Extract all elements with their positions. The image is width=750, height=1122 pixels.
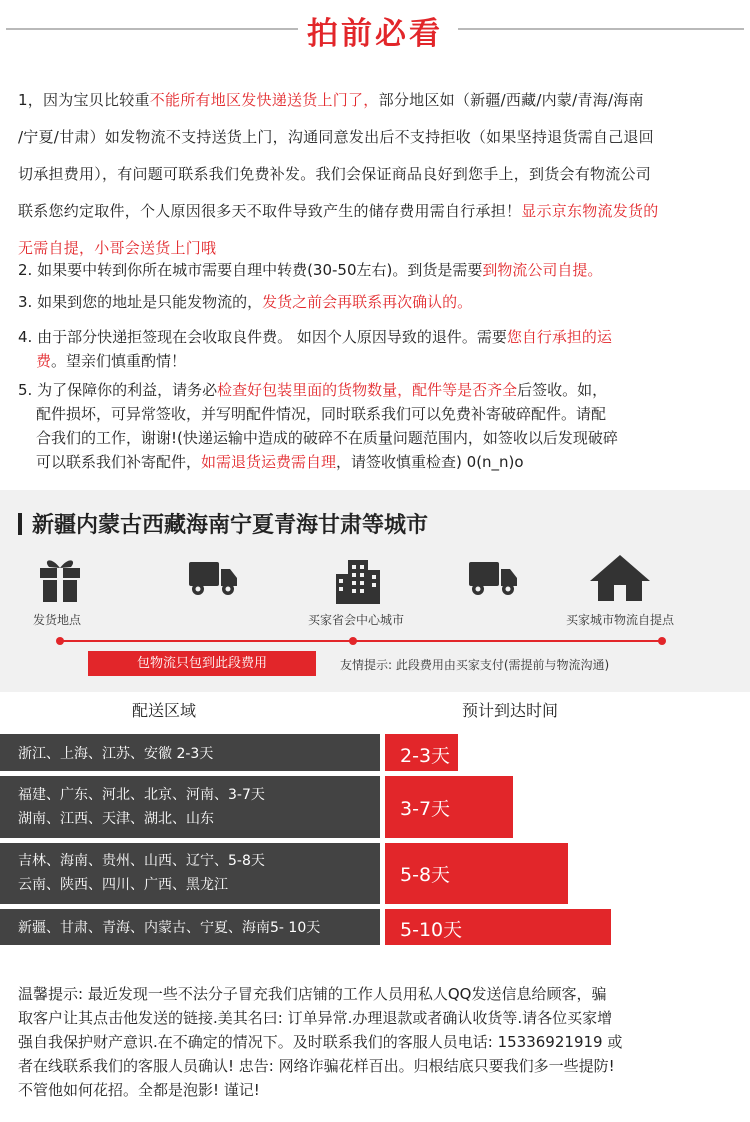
notice-5 — [18, 378, 738, 474]
time-bar — [385, 734, 458, 771]
warning-line: 温馨提示: 最近发现一些不法分子冒充我们店铺的工作人员用私人QQ发送信息给顾客，骗 — [18, 985, 607, 1003]
warning-line: 者在线联系我们的客服人员确认! 忠告: 网络诈骗花样百出。归根结底只要我们多一些提防! — [18, 1057, 615, 1075]
notice-4-text: 4. 由于部分快递拒签现在会收取良件费。 如因个人原因导致的退件。需要 — [18, 328, 507, 346]
region-text: 新疆、甘肃、青海、内蒙古、宁夏、海南5- 10天 — [18, 920, 321, 936]
route-dot — [56, 637, 64, 645]
time-label: 2-3天 — [400, 745, 451, 767]
notice-1-highlight: 无需自提，小哥会送货上门哦 — [18, 239, 217, 257]
region-text: 云南、陕西、四川、广西、黑龙江 — [18, 877, 228, 893]
notice-5-text: 5. 为了保障你的利益，请务必 — [18, 381, 218, 399]
notice-3-text: 3. 如果到您的地址是只能发物流的， — [18, 293, 263, 311]
warning-line: 强自我保护财产意识.在不确定的情况下。及时联系我们的客服人员电话: 15336921919 或 — [18, 1033, 623, 1051]
notice-1-text: 1，因为宝贝比较重 — [18, 91, 150, 109]
region-cell — [0, 843, 380, 904]
notice-5-highlight: 检查好包装里面的货物数量，配件等是否齐全 — [217, 381, 518, 399]
time-bar — [385, 909, 611, 945]
notice-5-text: 可以联系我们补寄配件， — [36, 453, 202, 471]
notice-5-text: 配件损坏，可异常签收，并写明配件情况，同时联系我们可以免费补寄破碎配件。请配 — [36, 405, 607, 423]
notice-4-highlight: 您自行承担的运 — [506, 328, 612, 346]
route-dot — [658, 637, 666, 645]
table-row — [0, 776, 750, 838]
time-label: 3-7天 — [400, 798, 451, 820]
time-label: 5-10天 — [400, 919, 463, 941]
region-text: 吉林、海南、贵州、山西、辽宁、5-8天 — [18, 853, 265, 869]
house-icon — [588, 553, 652, 603]
gift-icon — [37, 556, 83, 604]
time-bar — [385, 776, 513, 838]
warning-line: 不管他如何花招。全都是泡影! 谨记! — [18, 1081, 260, 1099]
region-title — [18, 508, 428, 539]
table-row — [0, 734, 750, 771]
column-header-region: 配送区域 — [132, 701, 197, 720]
notice-5-text: 合我们的工作，谢谢!(快递运输中造成的破碎不在质量问题范围内，如签收以后发现破碎 — [36, 429, 618, 447]
step-label: 买家城市物流自提点 — [566, 613, 675, 627]
notice-1 — [18, 82, 738, 267]
page-title: 拍前必看 — [307, 16, 443, 52]
building-icon — [334, 556, 382, 604]
notice-4-highlight: 费 — [36, 352, 52, 370]
notice-2-highlight: 到物流公司自提。 — [482, 261, 603, 279]
notice-4-text: 。望亲们慎重酌情！ — [51, 352, 187, 370]
notice-1-highlight: 不能所有地区发快递送货上门了， — [149, 91, 379, 109]
notice-3-highlight: 发货之前会再联系再次确认的。 — [262, 293, 473, 311]
notice-5-highlight: 如需退货运费需自理 — [201, 453, 337, 471]
table-row — [0, 843, 750, 904]
title-bar-marker — [18, 513, 22, 535]
notice-1-text: 部分地区如（新疆/西藏/内蒙/青海/海南 — [378, 91, 644, 109]
region-text: 福建、广东、河北、北京、河南、3-7天 — [18, 787, 265, 803]
step-label: 发货地点 — [33, 613, 82, 627]
step-label: 买家省会中心城市 — [308, 613, 405, 627]
region-cell — [0, 909, 380, 945]
page-header — [0, 0, 750, 58]
region-title-text: 新疆内蒙古西藏海南宁夏青海甘肃等城市 — [32, 513, 429, 538]
truck-icon — [469, 560, 517, 596]
notice-2 — [18, 258, 738, 282]
notice-4 — [18, 325, 738, 373]
scam-warning — [18, 982, 730, 1102]
notice-1-text: 切承担费用），有问题可联系我们免费补发。我们会保证商品良好到您手上，到货会有物流公司 — [18, 165, 652, 183]
route-dot — [349, 637, 357, 645]
column-header-time: 预计到达时间 — [462, 701, 559, 720]
table-row — [0, 909, 750, 945]
fee-tip: 友情提示: 此段费用由买家支付(需提前与物流沟通) — [340, 658, 610, 672]
notice-1-highlight: 显示京东物流发货的 — [521, 202, 659, 220]
notice-5-text: 后签收。如， — [517, 381, 608, 399]
time-label: 5-8天 — [400, 864, 451, 886]
route-line — [60, 640, 662, 642]
warning-line: 取客户让其点击他发送的链接.美其名曰: 订单异常.办理退款或者确认收货等.请各位买家增 — [18, 1009, 613, 1027]
region-cell — [0, 734, 380, 771]
region-text: 浙江、上海、江苏、安徽 2-3天 — [18, 746, 214, 762]
truck-icon — [189, 560, 237, 596]
notice-5-text: ，请签收慎重检查) 0(n_n)o — [336, 453, 524, 471]
notice-1-text: 联系您约定取件，个人原因很多天不取件导致产生的储存费用需自行承担！ — [18, 202, 522, 220]
notice-2-text: 2. 如果要中转到你所在城市需要自理中转费(30-50左右)。到货是需要 — [18, 261, 483, 279]
fee-range-badge: 包物流只包到此段费用 — [88, 651, 316, 676]
header-rule-right — [458, 28, 744, 30]
region-cell — [0, 776, 380, 838]
notice-3 — [18, 290, 738, 314]
region-text: 湖南、江西、天津、湖北、山东 — [18, 811, 214, 827]
notice-1-text: /宁夏/甘肃）如发物流不支持送货上门，沟通同意发出后不支持拒收（如果坚持退货需自己退回 — [18, 128, 654, 146]
time-bar — [385, 843, 568, 904]
